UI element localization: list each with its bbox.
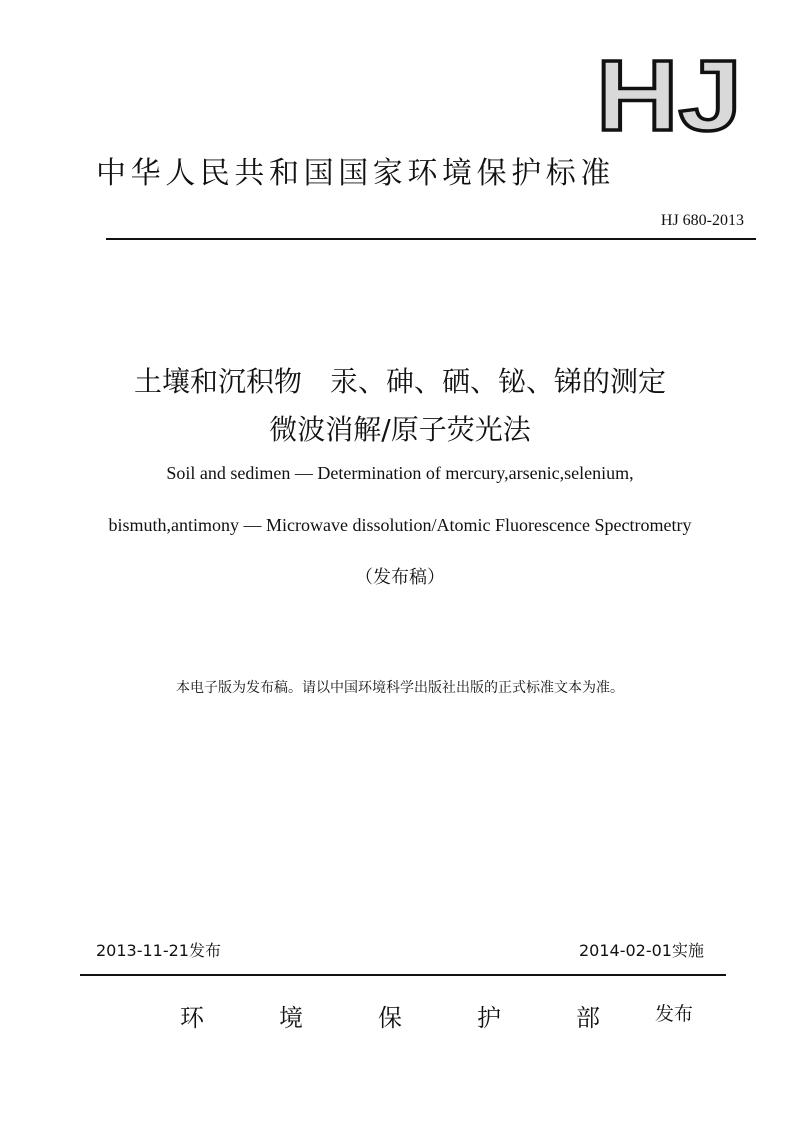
publish-word: 发布	[655, 1003, 694, 1025]
issue-date: 2013-11-21发布	[96, 941, 221, 960]
title-cn-line2: 微波消解/原子荧光法	[269, 413, 531, 446]
publisher-char: 环	[180, 1004, 204, 1032]
hj-logo	[596, 48, 746, 148]
title-en-line2: bismuth,antimony — Microwave dissolution/Atomic Fluorescence Spectrometry	[108, 515, 692, 535]
implement-date: 2014-02-01实施	[579, 941, 704, 960]
edition-notice: 本电子版为发布稿。请以中国环境科学出版社出版的正式标准文本为准。	[176, 680, 624, 696]
publisher-char: 护	[477, 1004, 501, 1032]
publisher-char: 部	[576, 1004, 600, 1032]
header-divider	[106, 238, 756, 240]
draft-label: （发布稿）	[355, 567, 445, 588]
publisher-char: 境	[279, 1004, 303, 1032]
standard-number: HJ 680-2013	[660, 212, 744, 229]
title-en-line1: Soil and sedimen — Determination of mercury,arsenic,selenium,	[166, 463, 634, 483]
title-cn-line1: 土壤和沉积物 汞、砷、硒、铋、锑的测定	[133, 365, 666, 398]
publisher-char: 保	[378, 1004, 402, 1032]
standard-name: 中华人民共和国国家环境保护标准	[96, 156, 615, 191]
footer-divider	[80, 974, 726, 976]
hj-logo-text: HJ	[596, 48, 742, 148]
publisher-name	[180, 998, 600, 1033]
